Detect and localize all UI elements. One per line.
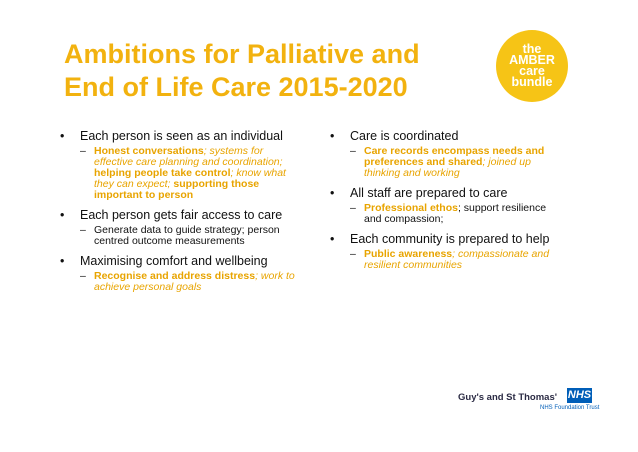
highlight-text: Care records encompass needs and preferences and shared: [364, 145, 545, 168]
highlight-text: Honest conversations: [94, 145, 204, 157]
sub-bullet-public-awareness: [330, 249, 560, 271]
logo-line-1: the: [522, 42, 542, 56]
italic-text: ; systems for effective care planning and coordination: [94, 145, 280, 168]
bullet-text: All staff are prepared to care: [350, 186, 508, 200]
separator-text: ;: [167, 178, 174, 190]
bullet-care-coordinated: [330, 130, 560, 143]
sub-dash: –: [350, 202, 356, 214]
italic-text: ; work to achieve personal goals: [94, 270, 295, 293]
bullet-community-prepared: [330, 233, 560, 246]
title-line-2: End of Life Care 2015-2020: [64, 72, 408, 102]
foundation-trust-label: NHS Foundation Trust: [540, 405, 600, 411]
amber-care-bundle-logo: [496, 30, 568, 102]
slide-title: [64, 38, 484, 104]
bullet-staff-prepared: [330, 187, 560, 200]
bullet-text: Each person gets fair access to care: [80, 208, 283, 222]
bullet-comfort-wellbeing: [60, 255, 300, 268]
sub-bullet-honest-conversations: [60, 146, 300, 201]
sub-bullet-care-records: [330, 146, 560, 179]
highlight-text: Recognise and address distress: [94, 270, 256, 282]
italic-text: ; joined up thinking and working: [364, 156, 531, 179]
nhs-badge: NHS: [567, 389, 592, 401]
sub-dash: –: [80, 270, 86, 282]
bullet-dot: •: [60, 254, 65, 268]
bullet-text: Each community is prepared to help: [350, 232, 550, 246]
left-column: [60, 130, 300, 301]
highlight-text: helping people take control: [94, 167, 231, 179]
bullet-fair-access: [60, 209, 300, 222]
italic-text: ; compassionate and resilient communities: [364, 248, 550, 271]
bullet-text: Care is coordinated: [350, 129, 459, 143]
sub-bullet-recognise-distress: [60, 271, 300, 293]
bullet-dot: •: [330, 186, 335, 200]
italic-text: ; know what they can expect: [94, 167, 286, 190]
sub-text: ; support resilience and compassion;: [364, 202, 547, 225]
nhs-trust-logo: [458, 388, 608, 418]
highlight-text: Professional ethos: [364, 202, 458, 214]
logo-line-4: bundle: [511, 75, 553, 89]
bullet-individual: [60, 130, 300, 143]
highlight-text: Public awareness: [364, 248, 453, 260]
logo-line-3: care: [519, 64, 545, 78]
sub-dash: –: [80, 224, 86, 236]
bullet-text: Each person is seen as an individual: [80, 129, 283, 143]
bullet-text: Maximising comfort and wellbeing: [80, 254, 268, 268]
sub-dash: –: [350, 248, 356, 260]
separator-text: ;: [279, 156, 283, 168]
sub-text: Generate data to guide strategy; person centred outcome measurements: [94, 224, 280, 247]
trust-name: Guy's and St Thomas': [458, 392, 558, 403]
logo-line-2: AMBER: [509, 53, 555, 67]
bullet-dot: •: [330, 232, 335, 246]
sub-dash: –: [80, 145, 86, 157]
highlight-text: supporting those important to person: [94, 178, 260, 201]
sub-bullet-generate-data: [60, 225, 300, 247]
title-line-1: Ambitions for Palliative and: [64, 39, 420, 69]
bullet-dot: •: [60, 208, 65, 222]
right-column: [330, 130, 560, 279]
bullet-dot: •: [330, 129, 335, 143]
bullet-dot: •: [60, 129, 65, 143]
sub-bullet-professional-ethos: [330, 203, 560, 225]
sub-dash: –: [350, 145, 356, 157]
